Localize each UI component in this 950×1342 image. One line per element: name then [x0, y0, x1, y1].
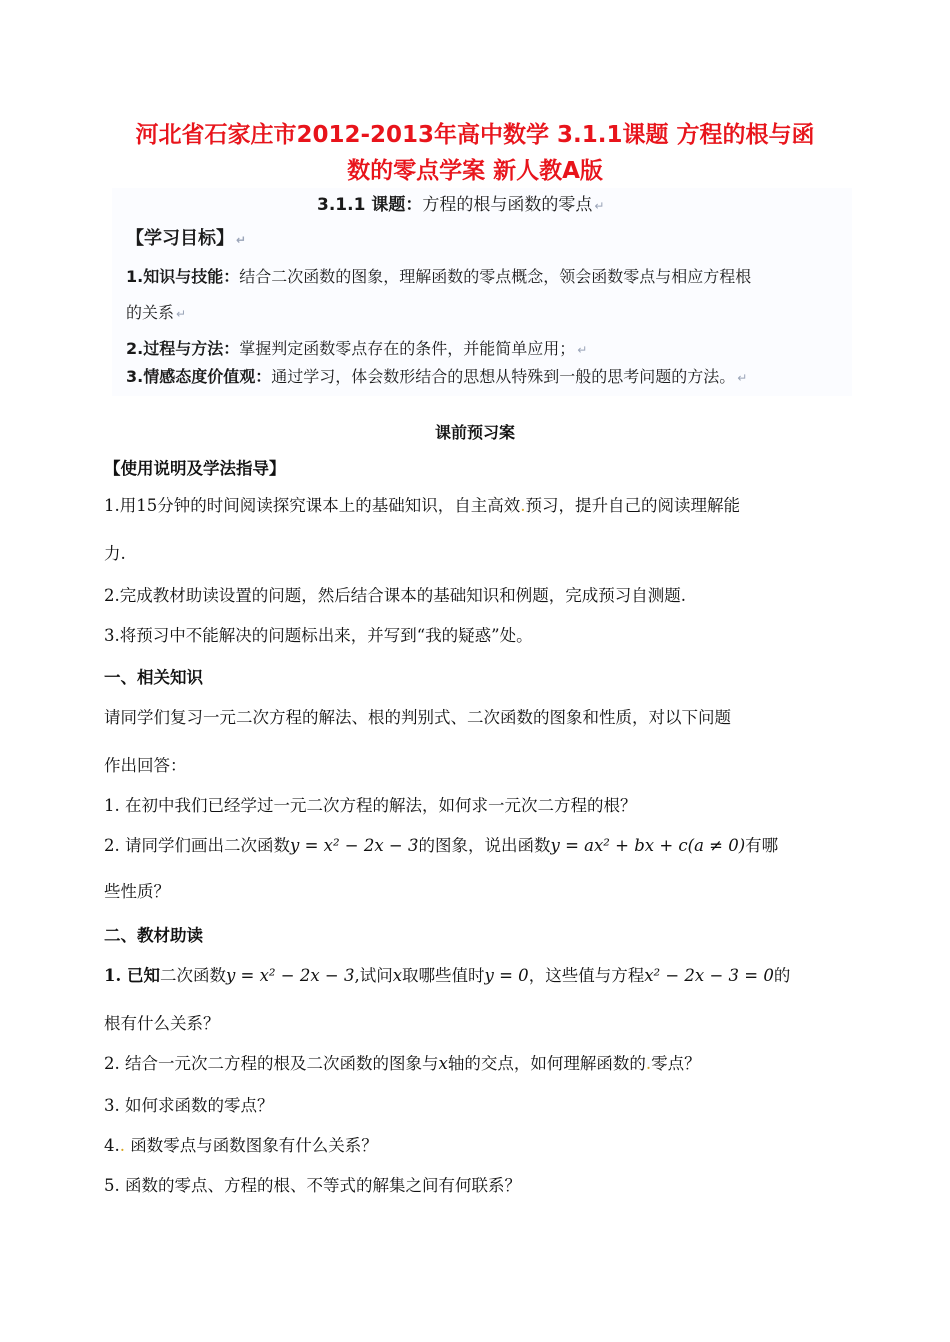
section1-intro-continued: 作出回答：: [104, 756, 187, 775]
return-mark-icon: ↵: [737, 371, 748, 385]
objective-3-text: 通过学习，体会数形结合的思想从特殊到一般的思考问题的方法。: [271, 367, 736, 386]
objective-1-continued: 的关系 ↵: [126, 303, 187, 322]
formula: y = x² − 2x − 3: [290, 836, 419, 855]
formula: x² − 2x − 3 = 0: [644, 966, 774, 985]
guide-item-3: 3.将预习中不能解决的问题标出来，并写到“我的疑惑”处。: [104, 626, 533, 645]
objective-2-label: 2.过程与方法：: [126, 339, 240, 358]
guide-item-1-continued: 力.: [104, 544, 126, 563]
objectives-heading: 【学习目标】 ↵: [126, 228, 247, 249]
return-mark-icon: ↵: [594, 199, 605, 213]
variable-x: x: [438, 1054, 448, 1073]
section2-question-2: 2. 结合一元次二方程的根及二次函数的图象与x轴的交点，如何理解函数的.零点？: [104, 1054, 701, 1073]
learning-objectives-image: [112, 188, 852, 396]
document-title-line1: 河北省石家庄市2012-2013年高中数学 3.1.1课题 方程的根与函: [135, 122, 815, 148]
section2-question-4: 4.. 函数零点与函数图象有什么关系？: [104, 1136, 378, 1155]
topic-text: 方程的根与函数的零点: [422, 195, 593, 215]
highlight-dot: .: [119, 1136, 125, 1155]
topic-number: 3.1.1 课题：: [317, 195, 423, 215]
section1-question-1: 1. 在初中我们已经学过一元二次方程的解法，如何求一元次二方程的根？: [104, 796, 637, 815]
section1-heading: 一、相关知识: [104, 668, 203, 687]
section1-intro: 请同学们复习一元二次方程的解法、根的判别式、二次函数的图象和性质，对以下问题: [104, 708, 731, 727]
objective-3: [126, 364, 747, 387]
return-mark-icon: ↵: [236, 233, 247, 247]
guide-item-1: 1.用15分钟的时间阅读探究课本上的基础知识，自主高效.预习，提升自己的阅读理解能: [104, 496, 740, 515]
objective-2-text: 掌握判定函数零点存在的条件，并能简单应用；: [239, 339, 576, 358]
preview-heading: 课前预习案: [434, 423, 515, 442]
objective-1-label: 1.知识与技能：: [126, 267, 240, 286]
return-mark-icon: ↵: [176, 307, 187, 321]
section2-heading: 二、教材助读: [104, 926, 203, 945]
objective-3-label: 3.情感态度价值观：: [126, 367, 272, 386]
return-mark-icon: ↵: [577, 343, 588, 357]
section1-question-2-continued: 些性质？: [104, 882, 170, 901]
objective-2: [126, 336, 587, 359]
highlight-dot: .: [520, 496, 526, 515]
topic-line: [317, 190, 604, 215]
section2-question-1: 1. 已知二次函数y = x² − 2x − 3,试问x取哪些值时y = 0，这些值与方程x² − 2x − 3 = 0的: [104, 966, 791, 985]
variable-x: x: [392, 966, 403, 985]
section2-question-5: 5. 函数的零点、方程的根、不等式的解集之间有何联系？: [104, 1176, 521, 1195]
section2-question-3: 3. 如何求函数的零点？: [104, 1096, 274, 1115]
formula: y = x² − 2x − 3: [225, 966, 355, 985]
highlight-dot: .: [645, 1054, 652, 1073]
objective-1: [126, 264, 751, 287]
formula: y = ax² + bx + c(a ≠ 0): [550, 836, 746, 855]
section2-question-1-continued: 根有什么关系？: [104, 1014, 220, 1033]
section1-question-2: 2. 请同学们画出二次函数y = x² − 2x − 3的图象，说出函数y = ax² + bx + c(a ≠ 0)有哪: [104, 836, 779, 855]
guide-item-2: 2.完成教材助读设置的问题，然后结合课本的基础知识和例题，完成预习自测题.: [104, 586, 686, 605]
guide-heading: 【使用说明及学法指导】: [104, 459, 286, 478]
formula: y = 0: [484, 966, 529, 985]
document-title-line2: 数的零点学案 新人教A版: [347, 158, 603, 184]
objective-1-text: 结合二次函数的图象，理解函数的零点概念，领会函数零点与相应方程根: [239, 267, 752, 286]
